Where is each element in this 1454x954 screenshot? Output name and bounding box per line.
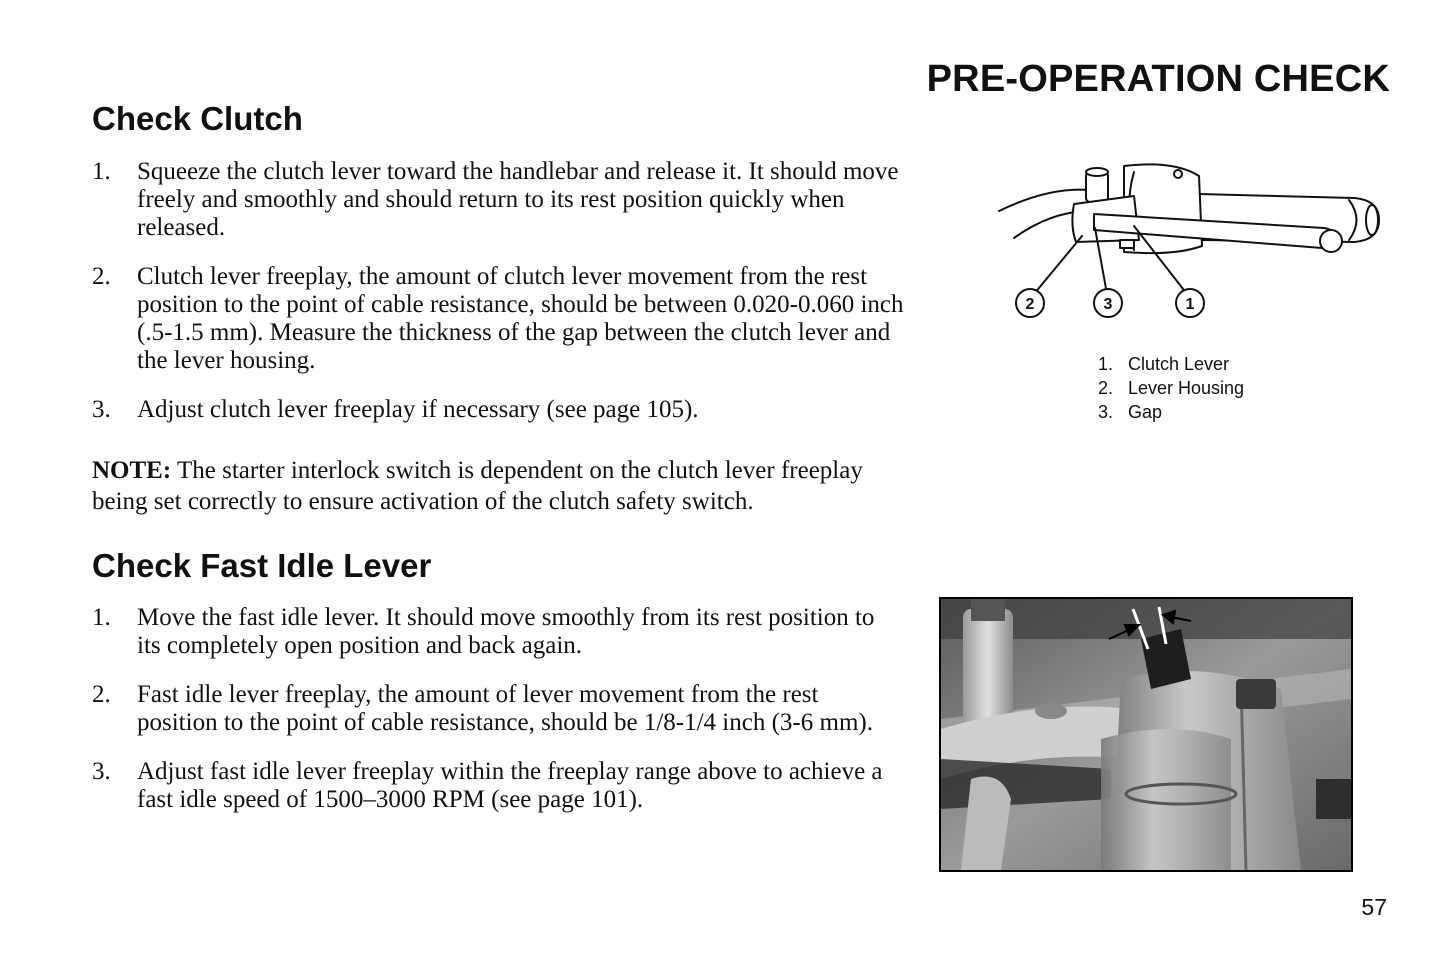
step-number: 2. xyxy=(92,681,111,708)
step-number: 2. xyxy=(92,263,111,290)
list-item xyxy=(92,263,912,375)
fast-idle-steps-list xyxy=(92,604,904,835)
housing-screw xyxy=(1174,170,1182,178)
bar-end xyxy=(1366,205,1378,235)
clutch-lever-diagram xyxy=(994,156,1394,326)
note-text: The starter interlock switch is dependent on the clutch lever freeplay being set correctly to ensure activation of the clutch safety switch. xyxy=(92,457,863,515)
leader-line-2 xyxy=(1034,236,1082,294)
legend-label: Clutch Lever xyxy=(1128,354,1230,374)
note-label: NOTE: xyxy=(92,457,172,484)
step-number: 1. xyxy=(92,158,111,185)
step-text: Squeeze the clutch lever toward the handlebar and release it. It should move freely and smoothly and should return to its rest position quickly when released. xyxy=(137,158,899,241)
page-header-title: PRE-OPERATION CHECK xyxy=(926,58,1390,100)
throttle-grip xyxy=(1101,729,1231,870)
mirror-mount-top xyxy=(1086,168,1108,176)
fast-idle-lever-photo xyxy=(939,597,1353,872)
legend-label: Lever Housing xyxy=(1128,378,1245,398)
list-item xyxy=(92,158,912,242)
legend-number: 2. xyxy=(1098,378,1114,398)
list-item xyxy=(92,604,904,660)
list-item xyxy=(92,758,904,814)
step-text: Move the fast idle lever. It should move smoothly from its rest position to its completely open position and back again. xyxy=(137,604,875,659)
step-text: Adjust fast idle lever freeplay within the freeplay range above to achieve a fast idle speed of 1500–3000 RPM (see page 101). xyxy=(137,758,883,813)
switch-button xyxy=(1236,679,1276,709)
step-number: 3. xyxy=(92,758,111,785)
step-text: Fast idle lever freeplay, the amount of lever movement from the rest position to the point of cable resistance, should be 1/8-1/4 inch (3-6 mm). xyxy=(137,681,873,736)
step-number: 1. xyxy=(92,604,111,631)
legend-number: 1. xyxy=(1098,354,1114,374)
step-number: 3. xyxy=(92,396,111,423)
legend-item xyxy=(1098,352,1244,376)
legend-item xyxy=(1098,400,1244,424)
photo-illustration xyxy=(941,599,1351,870)
section-title-check-clutch: Check Clutch xyxy=(92,100,303,137)
legend-item xyxy=(1098,376,1244,400)
callout-number: 2 xyxy=(1025,296,1035,313)
clutch-note xyxy=(92,455,904,517)
section-title-check-fast-idle-lever: Check Fast Idle Lever xyxy=(92,547,432,584)
lever-ball-end xyxy=(1320,230,1342,252)
page-number: 57 xyxy=(1361,894,1387,920)
list-item xyxy=(92,681,904,737)
step-text: Clutch lever freeplay, the amount of clutch lever movement from the rest position to the point of cable resistance, should be between 0.020-0.060 inch (.5-1.5 mm). Measure the thickness of the gap between the clutch lever and the lever housing. xyxy=(137,263,904,374)
diagram-legend xyxy=(1098,352,1244,424)
step-text: Adjust clutch lever freeplay if necessary (see page 105). xyxy=(137,396,699,423)
housing-tab xyxy=(1120,240,1134,248)
callout-number: 3 xyxy=(1103,296,1113,313)
list-item xyxy=(92,396,912,424)
legend-label: Gap xyxy=(1128,402,1163,422)
callout-number: 1 xyxy=(1185,296,1195,313)
clutch-steps-list xyxy=(92,158,912,445)
legend-number: 3. xyxy=(1098,402,1114,422)
